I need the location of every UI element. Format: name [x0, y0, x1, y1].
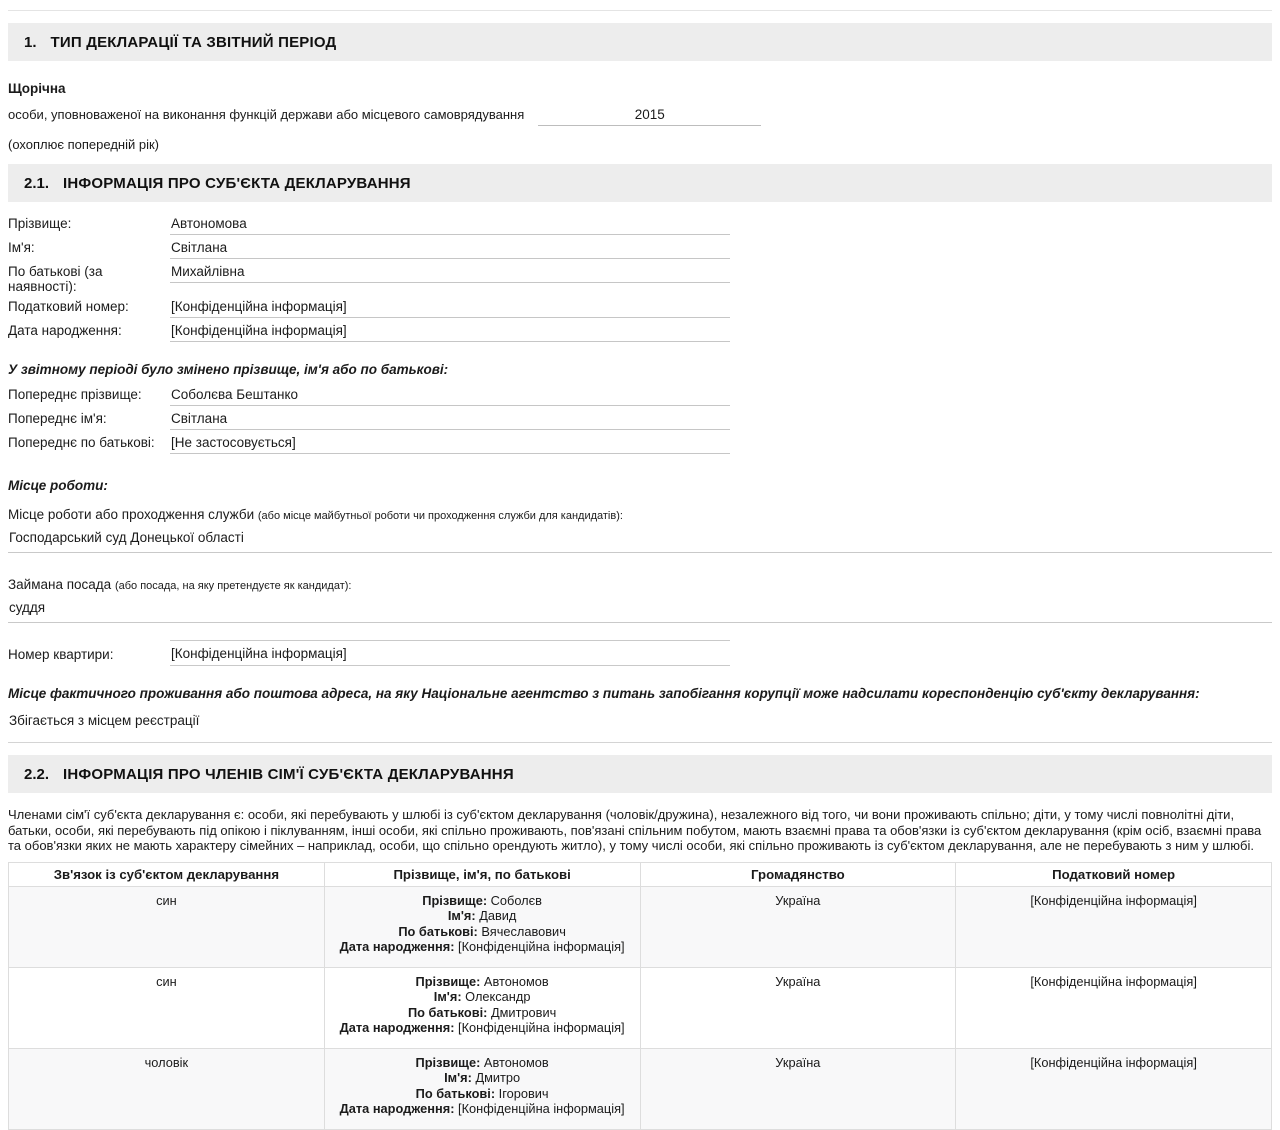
- citizenship-cell: Україна: [640, 886, 956, 967]
- section-2-2-title: ІНФОРМАЦІЯ ПРО ЧЛЕНІВ СІМ'Ї СУБ'ЄКТА ДЕКЛАРУВАННЯ: [63, 765, 514, 783]
- header-relation: Зв'язок із суб'єктом декларування: [9, 862, 325, 886]
- patronymic-label: По батькові (за наявності):: [8, 264, 103, 294]
- previous-surname-value: Соболєва Бештанко: [170, 387, 730, 406]
- previous-firstname-label: Попереднє ім'я:: [8, 411, 107, 426]
- declaration-document: [0, 10, 1280, 1130]
- table-row: [9, 886, 1272, 967]
- workplace-heading: Місце роботи:: [8, 478, 108, 493]
- workplace-label: Місце роботи або проходження служби: [8, 507, 255, 522]
- position-value: суддя: [8, 600, 1272, 623]
- previous-firstname-row: [8, 411, 1272, 430]
- tax-number-cell: [Конфіденційна інформація]: [956, 1048, 1272, 1129]
- reporting-year-field: 2015: [538, 107, 761, 126]
- previous-patronymic-row: [8, 435, 1272, 454]
- family-members-description: Членами сім'ї суб'єкта декларування є: особи, які перебувають у шлюбі із суб'єктом декларування (чоловік/дружина), незалежного від того, чи вони проживають спільно; діти, у тому числі повнолітні діти, батьки, особи, які перебувають під опікою і піклуванням, інші особи, які спільно проживають, пов'язані спільним побутом, мають взаємні права та обов'язки із суб'єктом декларування (крім осіб, взаємні права та обов'язки яких не мають характеру сімейних – наприклад, особи, що спільно орендують житло), у тому числі особи, які спільно проживають із суб'єктом декларування, але не перебувають з ним у шлюбі.: [8, 807, 1262, 853]
- section-divider: [8, 742, 1272, 743]
- header-citizenship: Громадянство: [640, 862, 956, 886]
- previous-patronymic-label: Попереднє по батькові:: [8, 435, 155, 450]
- patronymic-row: [8, 264, 1272, 294]
- workplace-label-line: [8, 507, 1272, 522]
- tax-number-label: Податковий номер:: [8, 299, 129, 314]
- tax-number-cell: [Конфіденційна інформація]: [956, 967, 1272, 1048]
- birthdate-row: [8, 323, 1272, 342]
- relation-cell: син: [9, 967, 325, 1048]
- position-label-line: [8, 577, 1272, 592]
- citizenship-cell: Україна: [640, 967, 956, 1048]
- table-row: [9, 967, 1272, 1048]
- firstname-value: Світлана: [170, 240, 730, 259]
- section-2-2-number: 2.2.: [24, 765, 50, 783]
- family-table-header-row: [9, 862, 1272, 886]
- previous-surname-row: [8, 387, 1272, 406]
- position-label: Займана посада: [8, 577, 112, 592]
- section-2-1-header: [8, 164, 1272, 202]
- position-label-note: (або посада, на яку претендуєте як кандидат):: [114, 580, 352, 592]
- name-cell: Прізвище: Соболєв Ім'я: Давид По батькові: Вячеславович Дата народження: [Конфіденційна інформація]: [324, 886, 640, 967]
- surname-value: Автономова: [170, 216, 730, 235]
- surname-label: Прізвище:: [8, 216, 72, 231]
- workplace-value: Господарський суд Донецької області: [8, 530, 1272, 553]
- subject-line-text: особи, уповноваженої на виконання функцій держави або місцевого самоврядування: [8, 107, 525, 122]
- tax-number-value: [Конфіденційна інформація]: [170, 299, 730, 318]
- apartment-row: [8, 640, 1272, 666]
- apartment-label: Номер квартири:: [8, 647, 114, 662]
- citizenship-cell: Україна: [640, 1048, 956, 1129]
- apartment-value: [Конфіденційна інформація]: [170, 640, 730, 666]
- birthdate-value: [Конфіденційна інформація]: [170, 323, 730, 342]
- tax-number-row: [8, 299, 1272, 318]
- relation-cell: син: [9, 886, 325, 967]
- surname-row: [8, 216, 1272, 235]
- section-2-2-header: [8, 755, 1272, 793]
- header-tax-number: Податковий номер: [956, 862, 1272, 886]
- table-row: [9, 1048, 1272, 1129]
- firstname-row: [8, 240, 1272, 259]
- family-members-table: [8, 862, 1272, 1130]
- name-cell: Прізвище: Автономов Ім'я: Олександр По батькові: Дмитрович Дата народження: [Конфіденційна інформація]: [324, 967, 640, 1048]
- firstname-label: Ім'я:: [8, 240, 35, 255]
- previous-patronymic-value: [Не застосовується]: [170, 435, 730, 454]
- patronymic-value: Михайлівна: [170, 264, 730, 283]
- subject-fields: [8, 216, 1272, 342]
- section-2-1-title: ІНФОРМАЦІЯ ПРО СУБ'ЄКТА ДЕКЛАРУВАННЯ: [63, 174, 411, 192]
- relation-cell: чоловік: [9, 1048, 325, 1129]
- declaration-type-label: Щорічна: [8, 81, 66, 96]
- section-1-title: ТИП ДЕКЛАРАЦІЇ ТА ЗВІТНИЙ ПЕРІОД: [50, 33, 337, 51]
- previous-surname-label: Попереднє прізвище:: [8, 387, 142, 402]
- workplace-label-note: (або місце майбутньої роботи чи проходження служби для кандидатів):: [257, 510, 623, 522]
- section-1-header: [8, 23, 1272, 61]
- residence-value: Збігається з місцем реєстрації: [9, 713, 200, 728]
- top-divider: [8, 10, 1272, 11]
- tax-number-cell: [Конфіденційна інформація]: [956, 886, 1272, 967]
- name-cell: Прізвище: Автономов Ім'я: Дмитро По батькові: Ігорович Дата народження: [Конфіденційна інформація]: [324, 1048, 640, 1129]
- previous-name-fields: [8, 387, 1272, 454]
- previous-firstname-value: Світлана: [170, 411, 730, 430]
- birthdate-label: Дата народження:: [8, 323, 122, 338]
- period-note: (охоплює попередній рік): [8, 137, 159, 152]
- header-full-name: Прізвище, ім'я, по батькові: [324, 862, 640, 886]
- section-2-1-number: 2.1.: [24, 174, 50, 192]
- residence-heading: Місце фактичного проживання або поштова адреса, на яку Національне агентство з питань запобігання корупції може надсилати кореспонденцію суб'єкту декларування:: [8, 686, 1200, 701]
- section-1-number: 1.: [24, 33, 37, 51]
- subject-year-row: [8, 107, 1272, 126]
- name-change-heading: У звітному періоді було змінено прізвище, ім'я або по батькові:: [8, 362, 449, 377]
